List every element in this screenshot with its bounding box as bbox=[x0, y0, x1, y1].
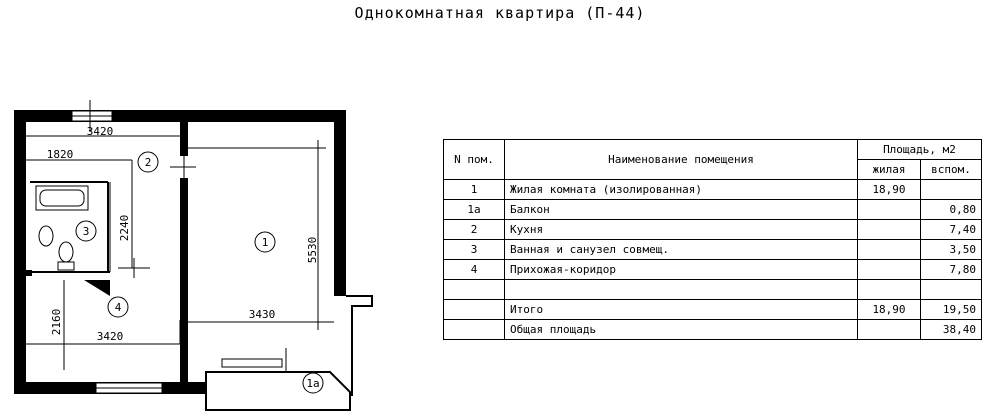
hallway-door-icon bbox=[84, 280, 110, 296]
row-living bbox=[858, 200, 921, 220]
header-living: жилая bbox=[858, 160, 921, 180]
row-living bbox=[858, 220, 921, 240]
table-row bbox=[444, 280, 982, 300]
row-num: 4 bbox=[444, 260, 505, 280]
row-name: Жилая комната (изолированная) bbox=[505, 180, 858, 200]
floor-plan bbox=[0, 0, 440, 420]
row-living: 18,90 bbox=[858, 180, 921, 200]
bathroom-walls bbox=[30, 182, 110, 272]
row-num: 3 bbox=[444, 240, 505, 260]
room-area-table bbox=[443, 139, 982, 340]
row-living bbox=[858, 280, 921, 300]
room-label-1a: 1а bbox=[306, 377, 320, 390]
row-living bbox=[858, 320, 921, 340]
row-aux: 0,80 bbox=[921, 200, 982, 220]
toilet-icon bbox=[58, 242, 74, 270]
table-row bbox=[444, 300, 982, 320]
header-num: N пом. bbox=[444, 140, 505, 180]
row-living bbox=[858, 260, 921, 280]
row-name: Ванная и санузел совмещ. bbox=[505, 240, 858, 260]
dim-3420-top: 3420 bbox=[86, 125, 114, 138]
table-row bbox=[444, 220, 982, 240]
room-label-1: 1 bbox=[261, 236, 269, 249]
room-label-3: 3 bbox=[82, 225, 90, 238]
row-aux bbox=[921, 180, 982, 200]
row-num: 2 bbox=[444, 220, 505, 240]
room-label-2: 2 bbox=[144, 156, 152, 169]
row-num: 1 bbox=[444, 180, 505, 200]
row-aux bbox=[921, 280, 982, 300]
table-row bbox=[444, 180, 982, 200]
row-name: Кухня bbox=[505, 220, 858, 240]
dim-2240: 2240 bbox=[118, 214, 131, 242]
dim-2160: 2160 bbox=[50, 308, 63, 336]
room-label-4: 4 bbox=[114, 301, 122, 314]
row-name bbox=[505, 280, 858, 300]
header-area: Площадь, м2 bbox=[858, 140, 982, 160]
dim-5530: 5530 bbox=[306, 236, 319, 264]
row-num bbox=[444, 280, 505, 300]
row-name: Прихожая-коридор bbox=[505, 260, 858, 280]
row-aux: 19,50 bbox=[921, 300, 982, 320]
sink-icon bbox=[39, 226, 53, 246]
row-aux: 7,40 bbox=[921, 220, 982, 240]
dim-1820: 1820 bbox=[46, 148, 74, 161]
row-num bbox=[444, 320, 505, 340]
page-title: Однокомнатная квартира (П-44) bbox=[354, 4, 646, 22]
row-name: Общая площадь bbox=[505, 320, 858, 340]
dim-3430: 3430 bbox=[248, 308, 276, 321]
table-row bbox=[444, 240, 982, 260]
table-row bbox=[444, 320, 982, 340]
row-living bbox=[858, 240, 921, 260]
dim-3420-bottom: 3420 bbox=[96, 330, 124, 343]
row-name: Балкон bbox=[505, 200, 858, 220]
balcony bbox=[206, 296, 372, 410]
table-row bbox=[444, 200, 982, 220]
header-aux: вспом. bbox=[921, 160, 982, 180]
row-name: Итого bbox=[505, 300, 858, 320]
header-name: Наименование помещения bbox=[505, 140, 858, 180]
row-aux: 3,50 bbox=[921, 240, 982, 260]
balcony-door bbox=[222, 359, 282, 367]
row-num bbox=[444, 300, 505, 320]
row-num: 1а bbox=[444, 200, 505, 220]
row-living: 18,90 bbox=[858, 300, 921, 320]
table-row bbox=[444, 260, 982, 280]
row-aux: 7,80 bbox=[921, 260, 982, 280]
row-aux: 38,40 bbox=[921, 320, 982, 340]
